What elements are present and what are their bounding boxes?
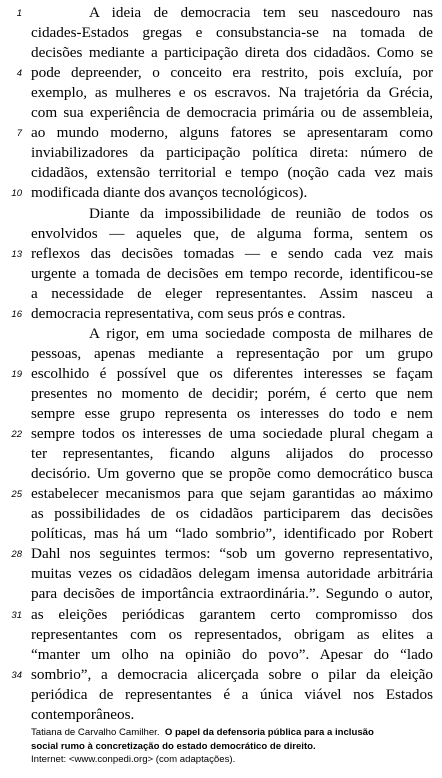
line-number: 7 — [16, 128, 22, 140]
line-text: sombrio”, a democracia alicerçada sobre o pilar da eleição — [31, 665, 433, 683]
citation-line-1 — [31, 726, 436, 740]
text-line — [0, 83, 442, 104]
line-number: 25 — [11, 489, 22, 501]
text-line — [0, 444, 442, 465]
source-citation — [31, 726, 436, 767]
text-line — [0, 544, 442, 565]
line-number: 34 — [11, 669, 22, 681]
text-line — [0, 625, 442, 646]
text-line — [0, 705, 442, 726]
line-text: estabelecer mecanismos para que sejam garantidas ao máximo — [31, 485, 433, 503]
line-text: decisório. Um governo que se propõe como democrático busca — [31, 465, 433, 483]
text-line — [0, 43, 442, 64]
text-line — [0, 143, 442, 164]
text-line — [0, 484, 442, 505]
citation-title-continued: social rumo à concretização do estado democrático de direito. — [31, 740, 316, 752]
text-line — [0, 284, 442, 305]
citation-title: O papel da defensoria pública para a inclusão — [164, 727, 374, 738]
line-number: 22 — [11, 429, 22, 441]
text-line — [0, 384, 442, 405]
line-text: com sua experiência de democracia primária ou de assembleia, — [31, 104, 433, 122]
line-text: inviabilizadores da participação política direta: número de — [31, 144, 433, 162]
line-text: A rigor, em uma sociedade composta de milhares de — [89, 324, 433, 342]
text-line — [0, 665, 442, 686]
line-text: envolvidos — aqueles que, de alguma forma, sentem os — [31, 224, 433, 242]
line-text: modificada diante dos avanços tecnológicos). — [31, 184, 308, 202]
text-line — [0, 3, 442, 24]
line-text: pessoas, apenas mediante a representação por um grupo — [31, 344, 433, 362]
text-line — [0, 424, 442, 445]
line-text: muitas vezes os cidadãos delegam imensa autoridade arbitrária — [31, 565, 433, 583]
line-text: políticas, mas há um “lado sombrio”, identificado por Robert — [31, 525, 433, 543]
line-text: a necessidade de eleger representantes. Assim nasceu a — [31, 284, 433, 302]
line-text: as possibilidades de os cidadãos participarem das decisões — [31, 505, 433, 523]
line-text: ao mundo moderno, alguns fatores se apresentaram como — [31, 124, 433, 142]
text-line — [0, 524, 442, 545]
text-line — [0, 564, 442, 585]
line-text: Dahl nos seguintes termos: “sob um governo representativo, — [31, 545, 433, 563]
text-line — [0, 244, 442, 265]
line-text: exemplo, as mulheres e os escravos. Na trajetória da Grécia, — [31, 84, 433, 102]
line-text: democracia representativa, com seus prós e contras. — [31, 304, 346, 322]
text-line — [0, 584, 442, 605]
line-number: 16 — [11, 308, 22, 320]
line-text: reflexos das decisões tomadas — e sendo cada vez mais — [31, 244, 433, 262]
text-line — [0, 464, 442, 485]
line-text: pode depreender, o conceito era restrito, pois excluía, por — [31, 64, 433, 82]
line-text: representantes com os representados, obrigam as elites a — [31, 625, 433, 643]
text-line — [0, 23, 442, 44]
line-text: decisões mediante a participação direta dos cidadãos. Como se — [31, 44, 433, 62]
line-text: sempre esse grupo representa os interesses do todo e nem — [31, 405, 433, 422]
line-text: urgente a tomada de decisões em tempo recorde, identificou-se — [31, 264, 433, 282]
line-number: 4 — [16, 68, 22, 80]
line-number: 19 — [11, 368, 22, 380]
text-line — [0, 183, 442, 204]
text-line — [0, 685, 442, 706]
line-text: presentes no momento de decidir; porém, é certo que nem — [31, 384, 433, 402]
text-line — [0, 63, 442, 84]
line-text: para decisões de importância extraordinária.”. Segundo o autor, — [31, 585, 433, 603]
line-text: periódica de representantes é a única viável nos Estados — [31, 685, 433, 703]
line-text: A ideia de democracia tem seu nascedouro nas — [89, 4, 433, 21]
text-line — [0, 645, 442, 666]
text-line — [0, 605, 442, 626]
text-line — [0, 224, 442, 245]
citation-author: Tatiana de Carvalho Camilher. — [31, 727, 160, 738]
line-text: as eleições periódicas garantem certo compromisso dos — [31, 605, 433, 623]
line-text: sempre todos os interesses de uma sociedade plural chegam a — [31, 425, 433, 443]
text-line — [0, 504, 442, 525]
text-line — [0, 123, 442, 144]
line-number: 10 — [11, 188, 22, 200]
line-text: cidades-Estados gregas e consubstancia-se na tomada de — [31, 24, 433, 42]
text-line — [0, 344, 442, 365]
text-line — [0, 204, 442, 225]
text-line — [0, 264, 442, 285]
line-text: Diante da impossibilidade de reunião de todos os — [89, 204, 433, 222]
text-line — [0, 103, 442, 124]
line-number: 28 — [11, 549, 22, 561]
line-text: ter representantes, ficando alguns alijados do processo — [31, 445, 433, 463]
citation-internet: Internet: <www.conpedi.org> (com adaptações). — [31, 754, 236, 765]
line-text: contemporâneos. — [31, 705, 135, 723]
text-line — [0, 404, 442, 425]
text-line — [0, 364, 442, 385]
line-number: 31 — [11, 609, 22, 621]
text-line — [0, 324, 442, 345]
line-text: escolhido é possível que os diferentes interesses se façam — [31, 364, 433, 382]
line-text: cidadãos, extensão territorial e tempo (noção cada vez mais — [31, 164, 433, 182]
line-text: “manter um olho na opinião do povo”. Apesar do “lado — [31, 645, 433, 663]
text-line — [0, 163, 442, 184]
text-line — [0, 304, 442, 325]
line-number: 1 — [16, 8, 22, 19]
line-number: 13 — [11, 248, 22, 260]
